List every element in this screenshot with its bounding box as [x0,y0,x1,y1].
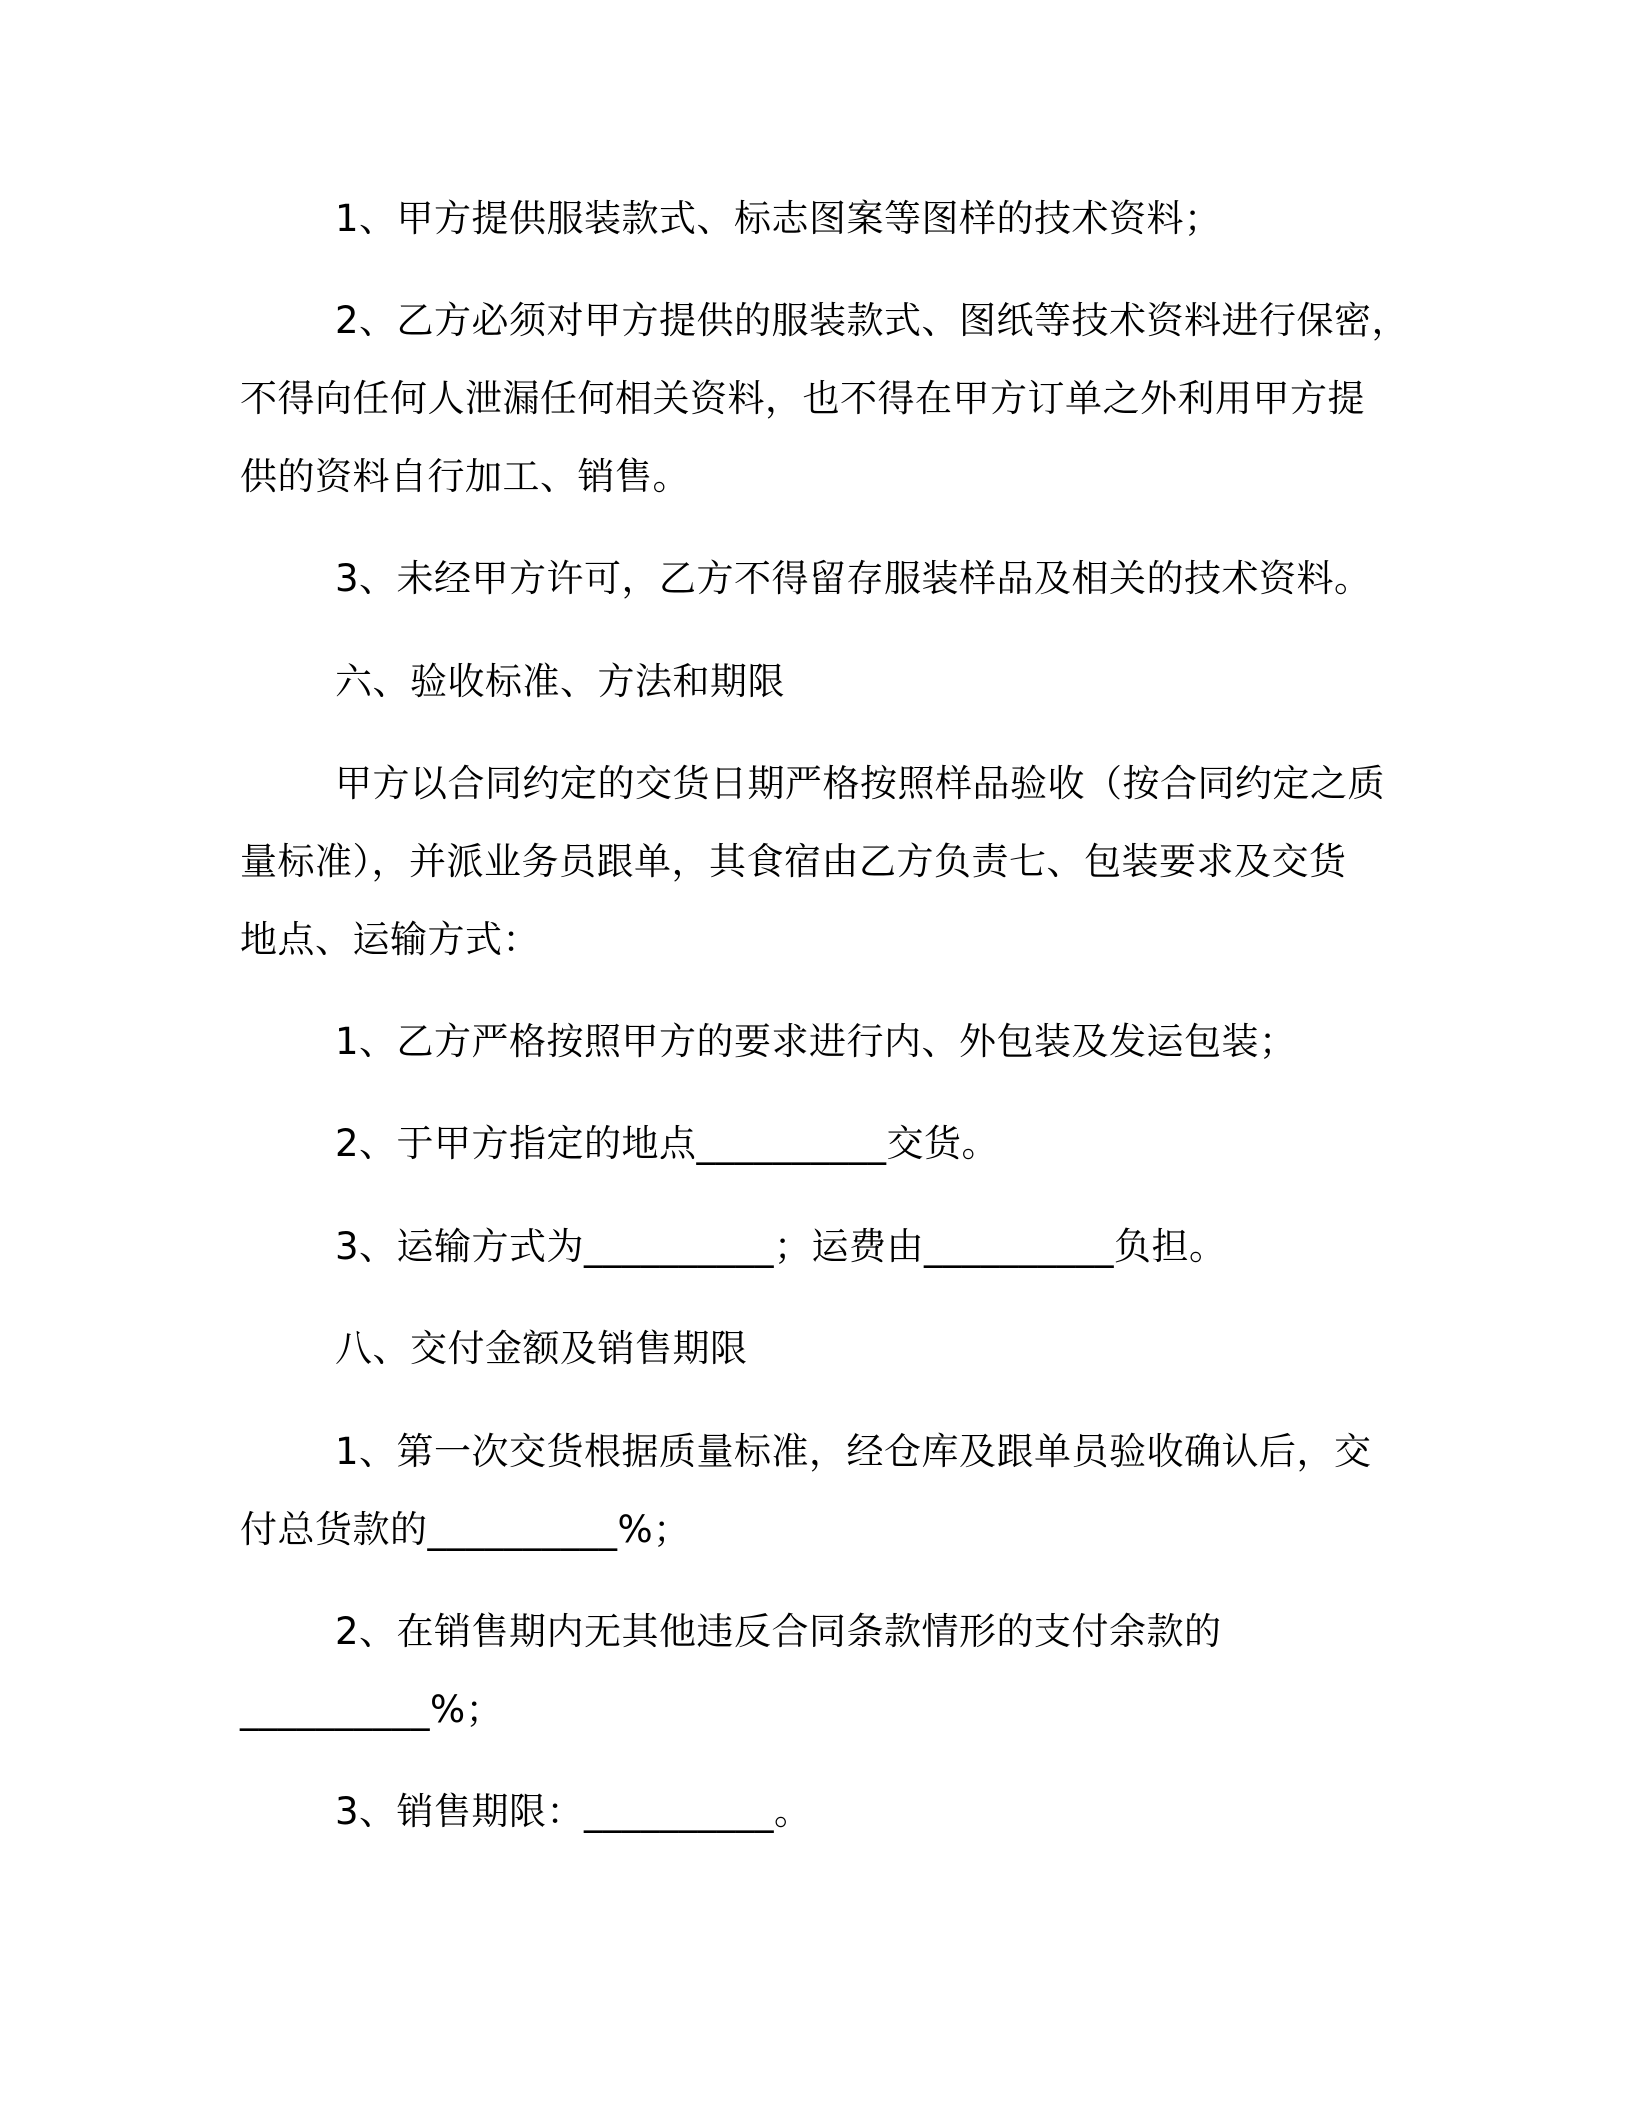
paragraph-transport [240,1208,1360,1286]
text-line: 量标准），并派业务员跟单，其食宿由乙方负责七、包装要求及交货 [240,840,1347,883]
text-line: 2、乙方必须对甲方提供的服装款式、图纸等技术资料进行保密， [335,299,1410,342]
paragraph-balance-payment [240,1593,1360,1749]
text-line: 1、第一次交货根据质量标准，经仓库及跟单员验收确认后，交 [335,1430,1372,1473]
text-line: 2、在销售期内无其他违反合同条款情形的支付余款的 [335,1610,1222,1653]
section-heading-acceptance [240,643,1360,721]
text-line: 3、销售期限：__________。 [335,1790,812,1833]
paragraph-acceptance-terms [240,745,1385,979]
text-line: 六、验收标准、方法和期限 [335,660,785,703]
text-line: 地点、运输方式： [240,918,540,961]
paragraph-tech-materials [240,180,1360,258]
paragraph-confidentiality [240,282,1410,516]
text-line: 3、未经甲方许可，乙方不得留存服装样品及相关的技术资料。 [335,557,1372,600]
text-line: 甲方以合同约定的交货日期严格按照样品验收（按合同约定之质 [335,762,1385,805]
text-line: __________%； [240,1688,504,1731]
paragraph-delivery-location [240,1105,1360,1183]
text-line: 2、于甲方指定的地点__________交货。 [335,1122,1000,1165]
text-line: 供的资料自行加工、销售。 [240,455,690,498]
text-line: 付总货款的__________%； [240,1508,691,1551]
text-line: 3、运输方式为__________；运费由__________负担。 [335,1225,1227,1268]
paragraph-packaging [240,1003,1360,1081]
text-line: 1、甲方提供服装款式、标志图案等图样的技术资料； [335,197,1222,240]
paragraph-sales-period [240,1773,1360,1851]
text-line: 1、乙方严格按照甲方的要求进行内、外包装及发运包装； [335,1020,1297,1063]
paragraph-first-payment [240,1413,1372,1569]
text-line: 不得向任何人泄漏任何相关资料，也不得在甲方订单之外利用甲方提 [240,377,1365,420]
text-line: 八、交付金额及销售期限 [335,1327,748,1370]
paragraph-no-retain-samples [240,540,1372,618]
section-heading-payment [240,1310,1360,1388]
